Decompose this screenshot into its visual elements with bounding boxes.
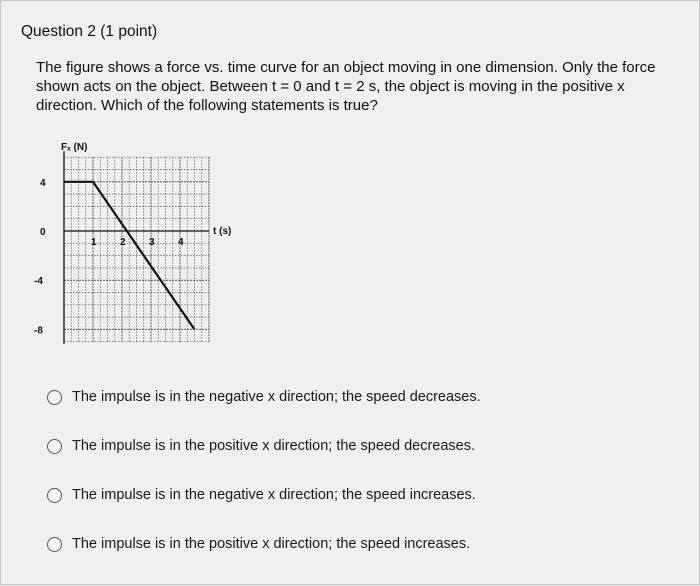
option-1[interactable] [47, 386, 607, 408]
radio-icon[interactable] [47, 488, 62, 503]
option-2[interactable] [47, 435, 607, 457]
x-axis-label: t (s) [213, 226, 232, 237]
y-tick-label: 0 [40, 227, 46, 238]
question-title: Question 2 (1 point) [21, 23, 158, 40]
y-tick-label: 4 [40, 177, 46, 189]
option-label: The impulse is in the negative x direction; the speed decreases. [72, 389, 481, 405]
y-axis-label: Fₓ (N) [61, 142, 88, 153]
option-4[interactable] [47, 533, 607, 555]
x-tick-label: 1 [91, 237, 97, 248]
option-label: The impulse is in the positive x direction; the speed increases. [72, 536, 471, 552]
radio-icon[interactable] [47, 439, 62, 454]
chart-ticks [34, 178, 184, 337]
x-tick-label: 2 [120, 237, 126, 248]
y-tick-label: -8 [34, 325, 43, 337]
x-tick-label: 3 [149, 237, 155, 248]
y-tick-label: -4 [34, 276, 43, 288]
radio-icon[interactable] [47, 390, 62, 405]
question-prompt: The figure shows a force vs. time curve for an object moving in one dimension. Only the force shown acts on the object. Between t = 0 and t = 2 s, the object is moving in the positive x direction. Which of the following statements is true? [36, 59, 656, 114]
radio-icon[interactable] [47, 537, 62, 552]
option-label: The impulse is in the positive x direction; the speed decreases. [72, 438, 475, 454]
option-label: The impulse is in the negative x direction; the speed increases. [72, 487, 476, 503]
chart-grid [64, 157, 209, 342]
x-tick-label: 4 [178, 237, 184, 248]
option-3[interactable] [47, 484, 607, 506]
